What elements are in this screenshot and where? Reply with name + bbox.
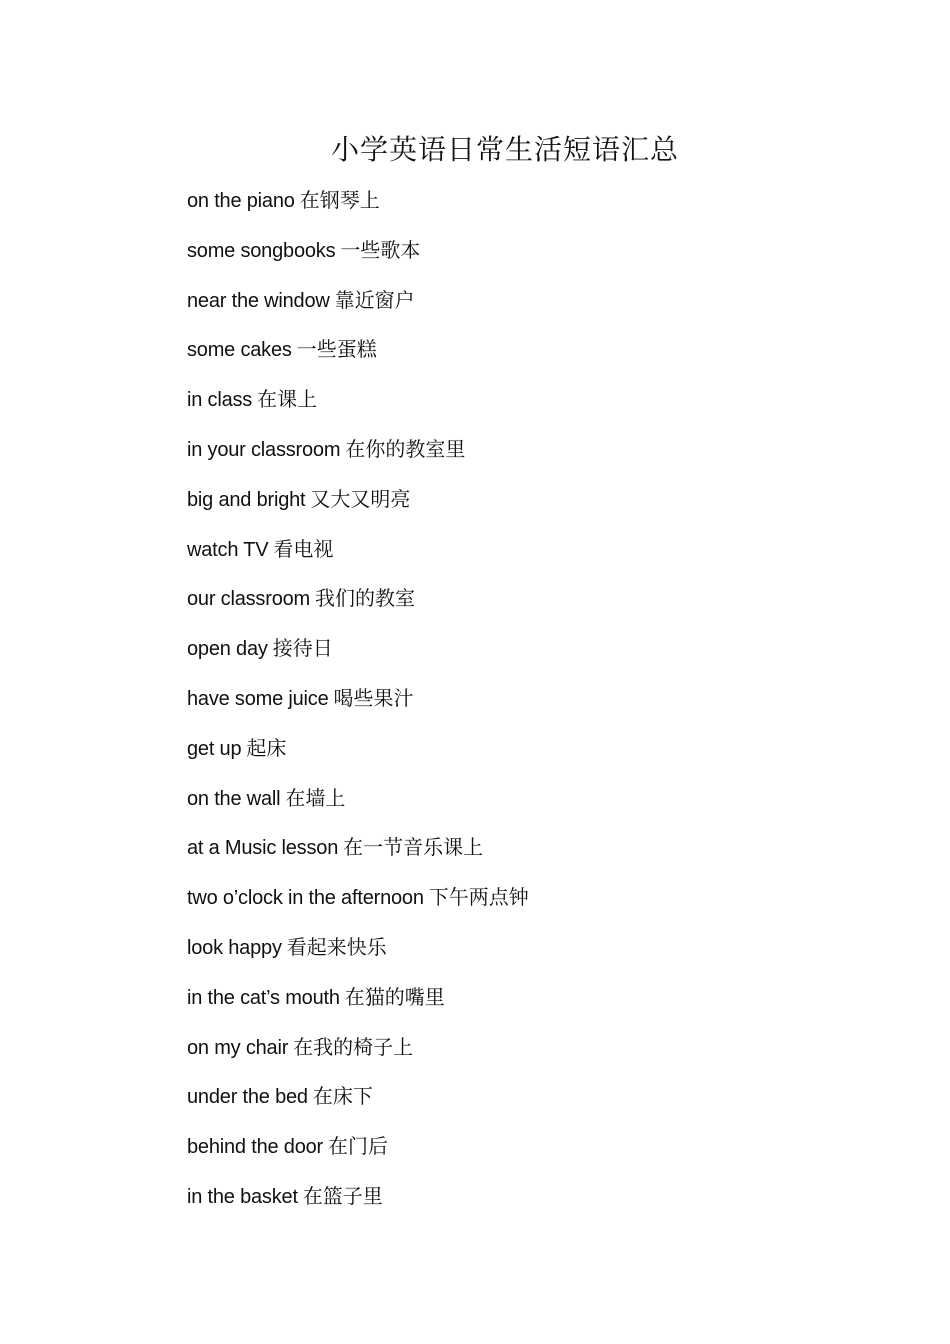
phrase-english: watch TV — [187, 538, 269, 561]
phrase-item — [187, 732, 529, 782]
phrase-item — [187, 582, 529, 632]
phrase-english: on the piano — [187, 190, 295, 212]
phrase-item — [187, 483, 529, 533]
phrase-english: in the basket — [187, 1185, 298, 1208]
phrase-item — [187, 184, 529, 234]
phrase-english: two o’clock in the afternoon — [187, 887, 424, 910]
phrase-english: near the window — [187, 289, 330, 312]
phrase-chinese: 看电视 — [273, 536, 334, 561]
phrase-chinese: 一些蛋糕 — [296, 337, 377, 362]
phrase-chinese: 在猫的嘴里 — [344, 984, 445, 1009]
phrase-chinese: 下午两点钟 — [428, 885, 529, 910]
phrase-item — [187, 782, 529, 832]
phrase-english: on my chair — [187, 1036, 289, 1059]
phrase-item — [187, 433, 529, 483]
phrase-item — [187, 831, 529, 881]
phrase-chinese: 一些歌本 — [340, 237, 421, 262]
phrase-english: on the wall — [187, 787, 281, 810]
phrase-item — [187, 533, 529, 583]
phrase-chinese: 我们的教室 — [315, 586, 415, 611]
phrase-english: some songbooks — [187, 239, 336, 262]
phrase-item — [187, 981, 529, 1031]
phrase-item — [187, 383, 529, 433]
page-title: 小学英语日常生活短语汇总 — [330, 133, 679, 166]
phrase-english: in class — [187, 389, 253, 412]
phrase-item — [187, 632, 529, 682]
phrase-english: in the cat’s mouth — [187, 986, 340, 1009]
phrase-chinese: 在课上 — [257, 387, 318, 412]
phrase-chinese: 在你的教室里 — [345, 436, 466, 461]
phrase-english: under the bed — [187, 1086, 308, 1109]
phrase-chinese: 在篮子里 — [302, 1183, 383, 1208]
phrase-english: open day — [187, 638, 268, 661]
phrase-item — [187, 931, 529, 981]
phrase-item — [187, 1080, 529, 1130]
phrase-chinese: 起床 — [246, 735, 287, 760]
phrase-chinese: 在墙上 — [285, 785, 346, 810]
phrase-item — [187, 284, 529, 334]
phrase-chinese: 靠近窗户 — [334, 287, 415, 312]
phrase-chinese: 又大又明亮 — [310, 486, 411, 511]
phrase-item — [187, 333, 529, 383]
phrase-item — [187, 682, 529, 732]
phrase-chinese: 接待日 — [272, 636, 333, 661]
phrase-item — [187, 234, 529, 284]
phrase-item — [187, 1031, 529, 1081]
phrase-chinese: 看起来快乐 — [286, 934, 387, 959]
phrase-chinese: 在一节音乐课上 — [343, 835, 484, 860]
phrase-chinese: 在门后 — [328, 1134, 389, 1159]
phrase-chinese: 在床下 — [312, 1084, 373, 1109]
phrase-item — [187, 1130, 529, 1180]
phrase-english: in your classroom — [187, 438, 341, 461]
phrase-english: look happy — [187, 936, 282, 959]
phrase-chinese: 在我的椅子上 — [293, 1034, 414, 1059]
phrase-chinese: 喝些果汁 — [333, 685, 414, 710]
phrase-english: big and bright — [187, 488, 306, 511]
phrase-english: have some juice — [187, 687, 329, 710]
phrase-english: some cakes — [187, 339, 292, 362]
phrase-english: at a Music lesson — [187, 837, 339, 860]
phrase-english: our classroom — [187, 588, 310, 611]
phrase-item — [187, 1180, 529, 1230]
phrase-item — [187, 881, 529, 931]
phrase-english: get up — [187, 737, 242, 760]
phrase-chinese: 在钢琴上 — [299, 188, 380, 212]
phrase-english: behind the door — [187, 1136, 324, 1159]
phrase-list — [187, 184, 529, 1230]
